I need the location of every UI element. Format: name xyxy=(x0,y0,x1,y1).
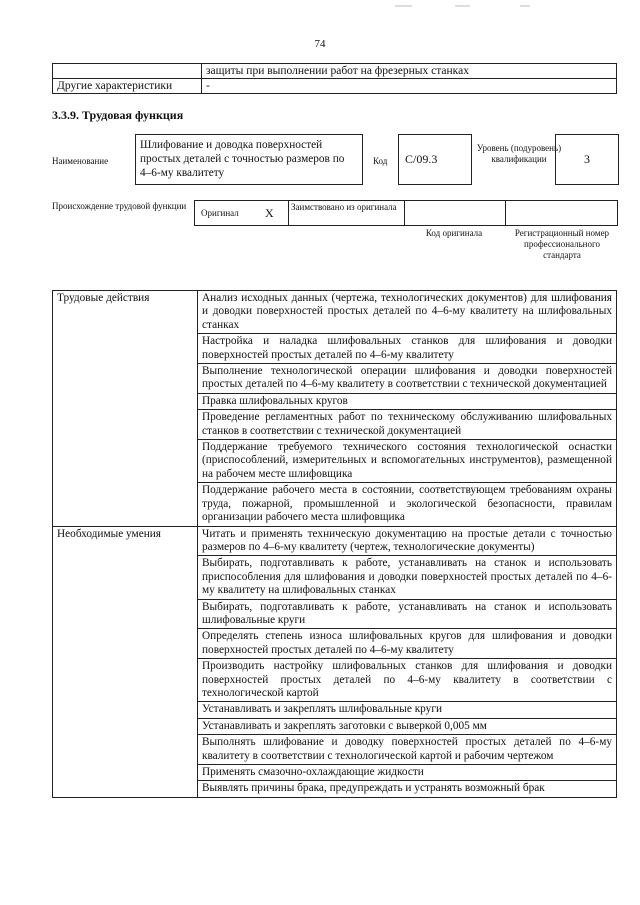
section-heading: Необходимые умения xyxy=(53,526,198,797)
code-original-caption: Код оригинала xyxy=(425,228,483,238)
level-label: Уровень (подуровень) квалификации xyxy=(476,143,562,164)
code-original-cell xyxy=(404,200,506,226)
name-box xyxy=(135,134,363,185)
reg-number-cell xyxy=(505,200,618,226)
table-cell: Поддержание требуемого технического состояния технологической оснастки (приспособлений, измерительных и вспомогательных инструментов), размещенной на рабочем месте шлифовщика xyxy=(198,440,617,483)
other-characteristics-label: Другие характеристики xyxy=(53,79,202,94)
code-box xyxy=(398,134,472,185)
table-row xyxy=(53,291,617,334)
table-cell: Выявлять причины брака, предупреждать и устранять возможный брак xyxy=(198,781,617,797)
function-details-table xyxy=(52,290,617,798)
table-cell: Производить настройку шлифовальных станков для шлифования и доводки поверхностей простых деталей по 4–6-му квалитету в соответствии с технологической картой xyxy=(198,659,617,702)
borrowed-cell xyxy=(287,200,405,226)
original-cell xyxy=(194,200,289,226)
original-label: Оригинал xyxy=(201,208,239,218)
table-row xyxy=(53,79,617,94)
table-cell: Выполнять шлифование и доводку поверхностей простых деталей по 4–6-му квалитету в соответствии с технологической картой и рабочим чертежом xyxy=(198,735,617,765)
level-box xyxy=(555,134,619,185)
continuation-text: защиты при выполнении работ на фрезерных станках xyxy=(202,64,617,79)
function-name: Шлифование и доводка поверхностей простых деталей с точностью размеров по 4–6-му квалитету xyxy=(140,139,345,179)
original-mark: X xyxy=(265,206,274,220)
other-characteristics-value: - xyxy=(202,79,617,94)
code-value: С/09.3 xyxy=(405,152,438,166)
table-cell: Анализ исходных данных (чертежа, технологических документов) для шлифования и доводки поверхностей простых деталей по 4–6-му квалитету на шлифовальных станках xyxy=(198,291,617,334)
table-cell: Выполнение технологической операции шлифования и доводки поверхностей простых деталей по 4–6-му квалитету в соответствии с технической документацией xyxy=(198,364,617,394)
continuation-table xyxy=(52,63,617,94)
origin-row xyxy=(193,199,619,226)
name-label: Наименование xyxy=(52,156,109,166)
table-cell: Правка шлифовальных кругов xyxy=(198,393,617,409)
table-cell: Определять степень износа шлифовальных кругов для шлифования и доводки поверхностей простых деталей по 4–6-му квалитету xyxy=(198,629,617,659)
table-cell: Поддержание рабочего места в состоянии, соответствующем требованиям охраны труда, пожарной, промышленной и экологической безопасности, правилам организации рабочего места шлифовщика xyxy=(198,483,617,526)
code-label: Код xyxy=(373,156,388,166)
empty-cell xyxy=(53,64,202,79)
table-cell: Проведение регламентных работ по техническому обслуживанию шлифовальных станков в соответствии с технической документацией xyxy=(198,410,617,440)
table-row xyxy=(53,526,617,556)
scan-marks xyxy=(0,0,640,20)
table-cell: Выбирать, подготавливать к работе, устанавливать на станок и использовать шлифовальные круги xyxy=(198,599,617,629)
page-number: 74 xyxy=(314,38,326,50)
table-cell: Устанавливать и закреплять шлифовальные круги xyxy=(198,702,617,718)
table-cell: Устанавливать и закреплять заготовки с выверкой 0,005 мм xyxy=(198,718,617,734)
reg-number-caption: Регистрационный номер профессионального стандарта xyxy=(514,228,610,260)
table-cell: Читать и применять техническую документацию на простые детали с точностью размеров по 4–6-му квалитету (чертеж, технологические документы) xyxy=(198,526,617,556)
table-cell: Настройка и наладка шлифовальных станков для шлифования и доводки поверхностей простых деталей по 4–6-му квалитету xyxy=(198,334,617,364)
borrowed-label: Заимствовано из оригинала xyxy=(291,202,397,212)
section-heading: Трудовые действия xyxy=(53,291,198,527)
origin-label: Происхождение трудовой функции xyxy=(52,201,187,211)
table-cell: Применять смазочно-охлаждающие жидкости xyxy=(198,765,617,781)
level-value: 3 xyxy=(584,152,590,166)
table-cell: Выбирать, подготавливать к работе, устанавливать на станок и использовать приспособления для шлифования и доводки поверхностей простых деталей по 4–6-му квалитету на шлифовальных станках xyxy=(198,556,617,599)
table-row xyxy=(53,64,617,79)
section-title: 3.3.9. Трудовая функция xyxy=(52,108,184,122)
